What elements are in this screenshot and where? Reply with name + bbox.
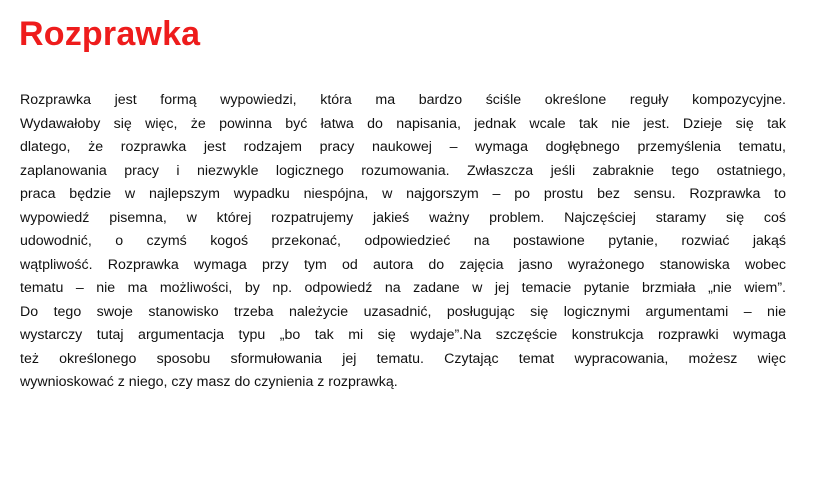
paragraph-line: zaplanowania pracy i niezwykle logicznego rozumowania. Zwłaszcza jeśli zabraknie tego ostatniego,	[20, 162, 786, 179]
paragraph-line: wywnioskować z niego, czy masz do czynienia z rozprawką.	[20, 374, 398, 390]
paragraph-line: Do tego swoje stanowisko trzeba należycie uzasadnić, posługując się logicznymi argumentami – nie	[20, 303, 786, 320]
paragraph-line: Rozprawka jest formą wypowiedzi, która ma bardzo ściśle określone reguły kompozycyjne.	[20, 92, 786, 108]
paragraph-line: tematu – nie ma możliwości, by np. odpowiedź na zadane w jej temacie pytanie brzmiała „nie wiem”.	[20, 280, 786, 296]
body-paragraph	[20, 89, 786, 395]
paragraph-line: udowodnić, o czymś kogoś przekonać, odpowiedzieć na postawione pytanie, rozwiać jakąś	[20, 233, 786, 249]
paragraph-line: Wydawałoby się więc, że powinna być łatwa do napisania, jednak wcale tak nie jest. Dzieje się tak	[20, 115, 786, 132]
paragraph-line: też określonego sposobu sformułowania jej tematu. Czytając temat wypracowania, możesz więc	[20, 350, 786, 367]
paragraph-line: dlatego, że rozprawka jest rodzajem pracy naukowej – wymaga dogłębnego przemyślenia tematu,	[20, 139, 786, 155]
paragraph-line: wątpliwość. Rozprawka wymaga przy tym od autora do zajęcia jasno wyrażonego stanowiska wobec	[20, 256, 786, 273]
paragraph-line: praca będzie w najlepszym wypadku niespójna, w najgorszym – po prostu bez sensu. Rozprawka to	[20, 186, 786, 202]
paragraph-line: wypowiedź pisemna, w której rozpatrujemy jakieś ważny problem. Najczęściej staramy się coś	[20, 209, 786, 226]
paragraph-line: wystarczy tutaj argumentacja typu „bo tak mi się wydaje”.Na szczęście konstrukcja rozprawki wymaga	[20, 327, 786, 343]
page-title: Rozprawka	[19, 15, 201, 53]
